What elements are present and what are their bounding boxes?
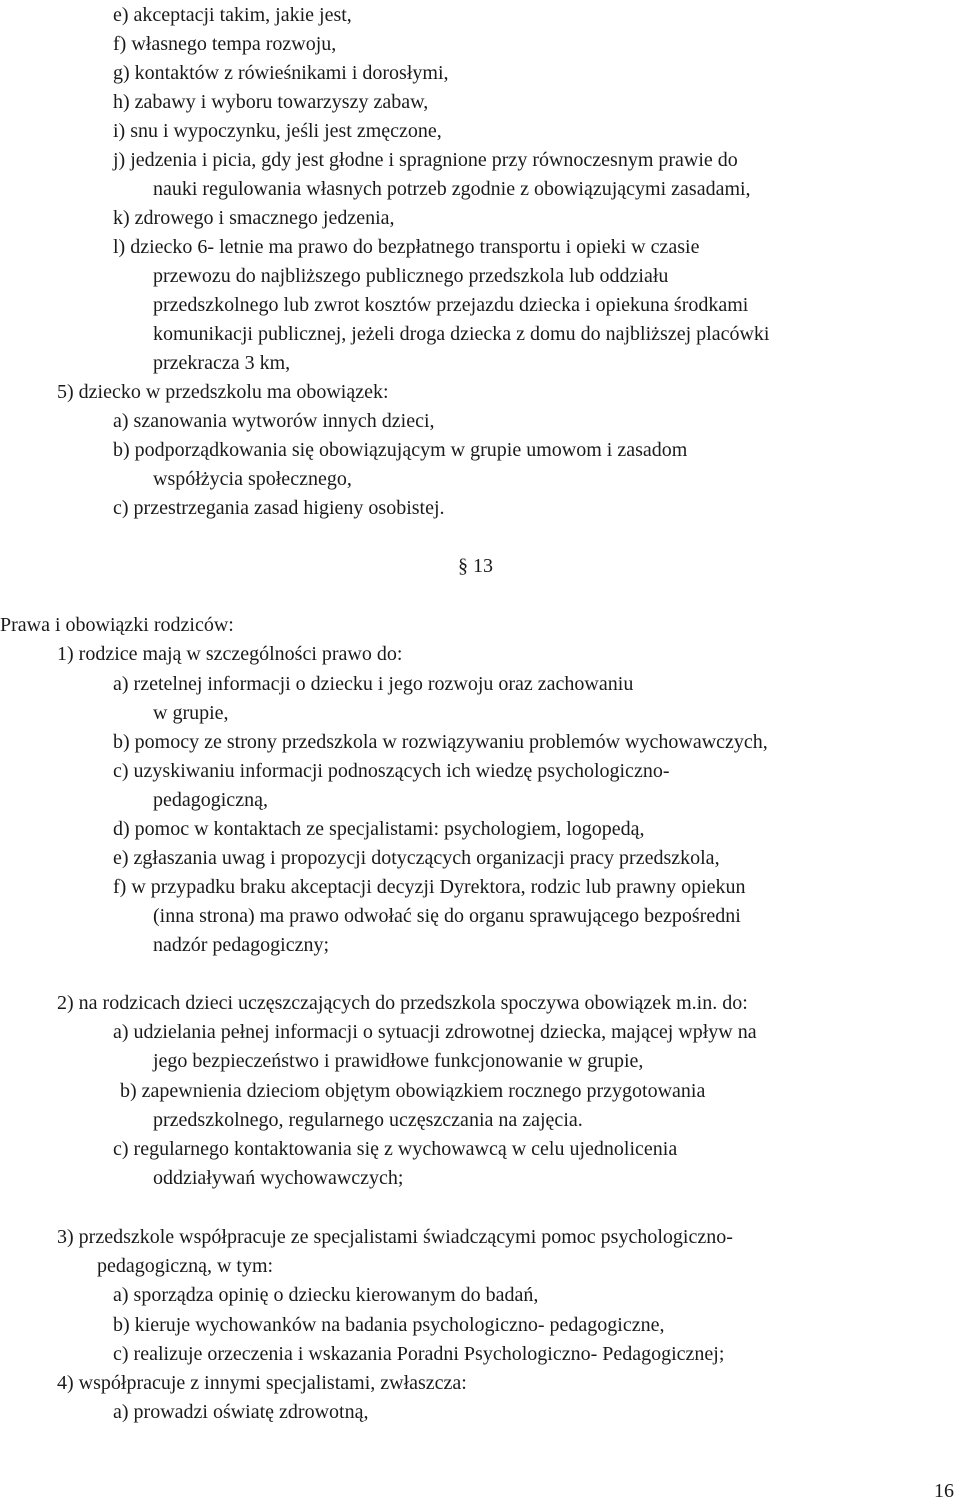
text-line: przedszkolnego lub zwrot kosztów przejazdu dziecka i opiekuna środkami <box>153 294 749 316</box>
text-line: f) własnego tempa rozwoju, <box>113 33 337 55</box>
text-line: nadzór pedagogiczny; <box>153 934 330 956</box>
text-line: d) pomoc w kontaktach ze specjalistami: psychologiem, logopedą, <box>113 818 645 840</box>
text-line: i) snu i wypoczynku, jeśli jest zmęczone, <box>113 120 442 142</box>
text-line: a) szanowania wytworów innych dzieci, <box>113 410 435 432</box>
text-line: w grupie, <box>153 702 229 724</box>
text-line: b) pomocy ze strony przedszkola w rozwiązywaniu problemów wychowawczych, <box>113 731 768 753</box>
text-line: a) sporządza opinię o dziecku kierowanym do badań, <box>113 1284 539 1306</box>
text-line: f) w przypadku braku akceptacji decyzji Dyrektora, rodzic lub prawny opiekun <box>113 876 746 898</box>
text-line: przedszkolnego, regularnego uczęszczania na zajęcia. <box>153 1109 583 1131</box>
text-line: j) jedzenia i picia, gdy jest głodne i spragnione przy równoczesnym prawie do <box>113 149 738 171</box>
text-line: h) zabawy i wyboru towarzyszy zabaw, <box>113 91 429 113</box>
text-line: pedagogiczną, <box>153 789 268 811</box>
text-line: b) zapewnienia dzieciom objętym obowiązkiem rocznego przygotowania <box>120 1080 706 1102</box>
text-line: przekracza 3 km, <box>153 352 291 374</box>
text-line: c) regularnego kontaktowania się z wychowawcą w celu ujednolicenia <box>113 1138 678 1160</box>
text-line: c) uzyskiwaniu informacji podnoszących ich wiedzę psychologiczno- <box>113 760 670 782</box>
text-line: e) zgłaszania uwag i propozycji dotyczących organizacji pracy przedszkola, <box>113 847 720 869</box>
text-line: l) dziecko 6- letnie ma prawo do bezpłatnego transportu i opieki w czasie <box>113 236 700 258</box>
section-heading: § 13 <box>458 555 493 577</box>
text-line: komunikacji publicznej, jeżeli droga dziecka z domu do najbliższej placówki <box>153 323 770 345</box>
text-line: Prawa i obowiązki rodziców: <box>0 614 234 636</box>
text-line: oddziaływań wychowawczych; <box>153 1167 404 1189</box>
text-line: a) udzielania pełnej informacji o sytuacji zdrowotnej dziecka, mającej wpływ na <box>113 1021 757 1043</box>
text-line: e) akceptacji takim, jakie jest, <box>113 4 352 26</box>
text-line: (inna strona) ma prawo odwołać się do organu sprawującego bezpośredni <box>153 905 741 927</box>
text-line: k) zdrowego i smacznego jedzenia, <box>113 207 395 229</box>
text-line: a) prowadzi oświatę zdrowotną, <box>113 1401 369 1423</box>
text-line: współżycia społecznego, <box>153 468 352 490</box>
text-line: 5) dziecko w przedszkolu ma obowiązek: <box>57 381 389 403</box>
text-line: 3) przedszkole współpracuje ze specjalistami świadczącymi pomoc psychologiczno- <box>57 1226 733 1248</box>
text-line: c) przestrzegania zasad higieny osobistej. <box>113 497 445 519</box>
text-line: g) kontaktów z rówieśnikami i dorosłymi, <box>113 62 449 84</box>
text-line: c) realizuje orzeczenia i wskazania Poradni Psychologiczno- Pedagogicznej; <box>113 1343 725 1365</box>
text-line: 4) współpracuje z innymi specjalistami, zwłaszcza: <box>57 1372 467 1394</box>
text-line: b) podporządkowania się obowiązującym w grupie umowom i zasadom <box>113 439 688 461</box>
text-line: a) rzetelnej informacji o dziecku i jego rozwoju oraz zachowaniu <box>113 673 634 695</box>
text-line: jego bezpieczeństwo i prawidłowe funkcjonowanie w grupie, <box>153 1050 644 1072</box>
text-line: 2) na rodzicach dzieci uczęszczających do przedszkola spoczywa obowiązek m.in. do: <box>57 992 748 1014</box>
text-line: nauki regulowania własnych potrzeb zgodnie z obowiązującymi zasadami, <box>153 178 751 200</box>
page-number: 16 <box>934 1480 954 1502</box>
text-line: pedagogiczną, w tym: <box>97 1255 274 1277</box>
text-line: b) kieruje wychowanków na badania psychologiczno- pedagogiczne, <box>113 1314 665 1336</box>
text-line: przewozu do najbliższego publicznego przedszkola lub oddziału <box>153 265 669 287</box>
text-line: 1) rodzice mają w szczególności prawo do: <box>57 643 403 665</box>
